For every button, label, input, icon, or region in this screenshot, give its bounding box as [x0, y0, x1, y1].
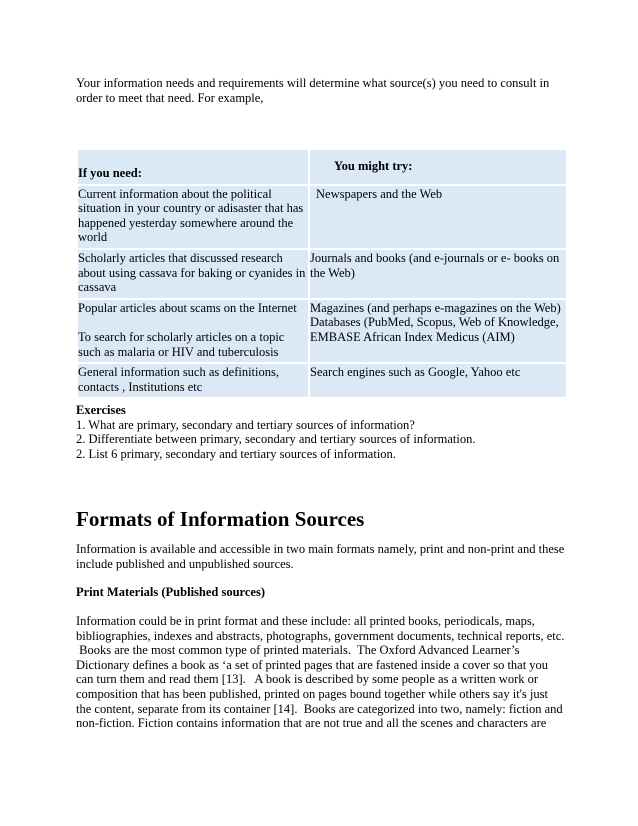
list-item: 2. List 6 primary, secondary and tertiary sources of information. [76, 446, 396, 461]
print-paragraph-1: Information could be in print format and these include: all printed books, periodicals, maps, bibliographies, indexes and abstracts, photographs, government documents, technical reports, etc. [76, 614, 565, 643]
try-cell [309, 185, 567, 249]
try-cell: Search engines such as Google, Yahoo etc [309, 363, 567, 398]
spacer [78, 315, 308, 330]
information-needs-table [76, 148, 568, 399]
table-row [77, 363, 567, 398]
table-row [77, 249, 567, 299]
header-you-might-try: You might try: [309, 149, 567, 185]
list-item: 1. What are primary, secondary and tertiary sources of information? [76, 417, 415, 432]
need-cell [77, 299, 309, 363]
print-paragraph-2: Books are the most common type of printed materials. The Oxford Advanced Learner’s Dictionary defines a book as ‘a set of printed pages that are fastened inside a cover so that you can turn them and read them [13]. A book is described by some people as a written work or composition that has been published, printed on pages bound together while others say it's just the content, separate from its container [14]. Books are categorized into two, namely: fiction and non-fiction. Fiction contains information that are not true and all the scenes and characters are [76, 643, 566, 731]
list-item: 2. Differentiate between primary, secondary and tertiary sources of information. [76, 432, 476, 447]
need-cell: General information such as definitions, contacts , Institutions etc [77, 363, 309, 398]
exercises-section [76, 403, 566, 461]
need-text-2: To search for scholarly articles on a topic such as malaria or HIV and tuberculosis [78, 329, 285, 359]
formats-intro-paragraph: Information is available and accessible in two main formats namely, print and non-print and these include published and unpublished sources. [76, 542, 565, 571]
intro-paragraph: Your information needs and requirements will determine what source(s) you need to consult in order to meet that need. For example, [76, 76, 550, 105]
table-row [77, 185, 567, 249]
table-row [77, 299, 567, 363]
try-cell: Magazines (and perhaps e-magazines on the Web) Databases (PubMed, Scopus, Web of Knowledge, EMBASE African Index Medicus (AIM) [309, 299, 567, 363]
section-heading: Formats of Information Sources [76, 507, 365, 531]
need-cell: Scholarly articles that discussed research about using cassava for baking or cyanides in cassava [77, 249, 309, 299]
try-cell: Journals and books (and e-journals or e- books on the Web) [309, 249, 567, 299]
table-header-row [77, 149, 567, 185]
need-cell: Current information about the political situation in your country or adisaster that has happened yesterday somewhere around the world [77, 185, 309, 249]
print-materials-body [76, 614, 566, 731]
header-if-you-need: If you need: [77, 149, 309, 185]
need-text: Popular articles about scams on the Internet [78, 300, 297, 315]
exercises-title: Exercises [76, 403, 126, 417]
try-text: Newspapers and the Web [316, 186, 443, 201]
subsection-heading: Print Materials (Published sources) [76, 585, 265, 599]
